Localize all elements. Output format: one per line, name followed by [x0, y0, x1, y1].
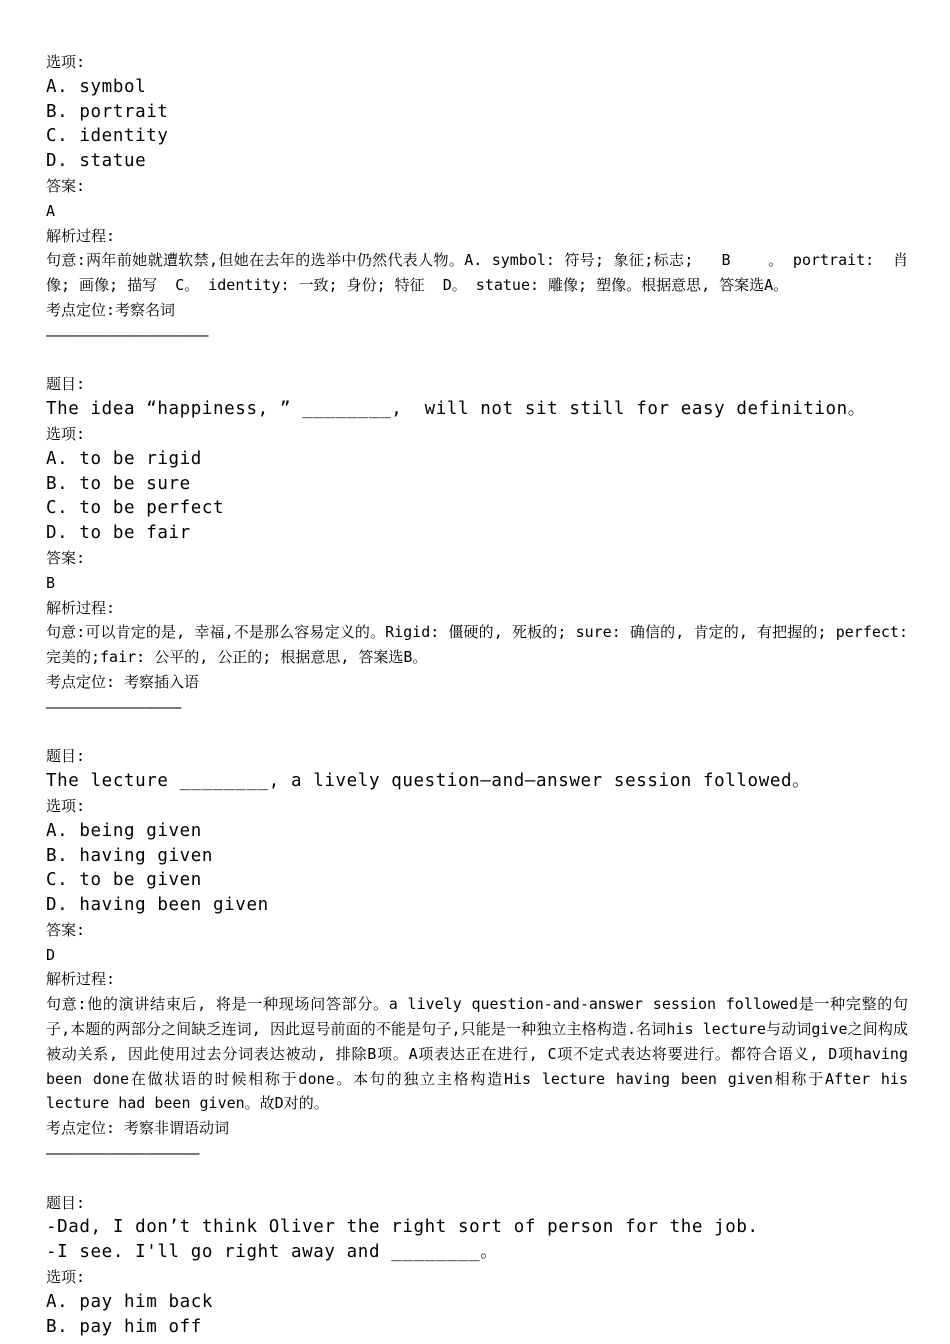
q3-option-b: B. having given — [46, 845, 214, 866]
q1-answer: A — [46, 201, 56, 220]
q2-analysis: 句意:可以肯定的是, 幸福,不是那么容易定义的。Rigid: 僵硬的, 死板的; sure: 确信的, 肯定的, 有把握的; perfect:完美的;fair: 公平的, 公正的; 根据意思, 答案选B。 — [46, 623, 908, 667]
q2-options-label: 选项: — [46, 424, 86, 443]
q3-option-c: C. to be given — [46, 870, 202, 891]
q1-separator: —————————————————— — [46, 325, 209, 344]
q4-question-line-1: -Dad, I don’t think Oliver the right sort of person for the job. — [46, 1217, 759, 1238]
q2-option-d: D. to be fair — [46, 523, 191, 544]
q1-option-d: D. statue — [46, 151, 147, 172]
q1-option-a: A. symbol — [46, 76, 147, 97]
q1-analysis: 句意:两年前她就遭软禁,但她在去年的选举中仍然代表人物。A. symbol: 符号; 象征;标志; B 。 portrait: 肖像; 画像; 描写 C。 identity: 一致; 身份; 特征 D。 statue: 雕像; 塑像。根据意思, 答案选A。 — [46, 251, 908, 295]
q3-analysis-label: 解析过程: — [46, 970, 116, 989]
q2-point: 考点定位: 考察插入语 — [46, 672, 200, 691]
q2-question: The idea “happiness, ” ________, will not sit still for easy definition。 — [46, 399, 866, 420]
q3-answer: D — [46, 945, 56, 964]
q2-question-label: 题目: — [46, 375, 86, 394]
q4-option-a: A. pay him back — [46, 1291, 214, 1312]
q1-option-c: C. identity — [46, 126, 169, 147]
q2-separator: ——————————————— — [46, 697, 182, 716]
q4-options-label: 选项: — [46, 1268, 86, 1287]
q3-analysis: 句意:他的演讲结束后, 将是一种现场问答部分。a lively question-and-answer session followed是一种完整的句子,本题的两部分之间缺乏连词, 因此逗号前面的不能是句子,只能是一种独立主格构造.名词his lecture与动词give之间构成被动关系, 因此使用过去分词表达被动, 排除B项。A项表达正在进行, C项不定式表达将要进行。都符合语义, D项having been done在做状语的时候相称于done。本句的独立主格构造His lecture having been given相称于After his lecture had been given。故D对的。 — [46, 995, 918, 1113]
document-page — [46, 50, 918, 1339]
q2-analysis-label: 解析过程: — [46, 598, 116, 617]
q2-answer: B — [46, 573, 56, 592]
q1-answer-label: 答案: — [46, 176, 86, 195]
q1-option-b: B. portrait — [46, 101, 169, 122]
q2-option-b: B. to be sure — [46, 473, 191, 494]
q3-answer-label: 答案: — [46, 920, 86, 939]
q4-question-label: 题目: — [46, 1193, 86, 1212]
q3-separator: ————————————————— — [46, 1144, 200, 1163]
q3-option-d: D. having been given — [46, 895, 269, 916]
q1-analysis-label: 解析过程: — [46, 226, 116, 245]
q3-options-label: 选项: — [46, 796, 86, 815]
q1-point: 考点定位:考察名词 — [46, 300, 176, 319]
q4-question-line-2: -I see. I'll go right away and ________。 — [46, 1242, 499, 1263]
q2-option-a: A. to be rigid — [46, 448, 202, 469]
q3-point: 考点定位: 考察非谓语动词 — [46, 1119, 230, 1138]
q2-option-c: C. to be perfect — [46, 498, 225, 519]
q3-question: The lecture ________, a lively question—and—answer session followed。 — [46, 771, 811, 792]
q3-option-a: A. being given — [46, 820, 202, 841]
q3-question-label: 题目: — [46, 747, 86, 766]
q4-option-b: B. pay him off — [46, 1316, 202, 1337]
q2-answer-label: 答案: — [46, 548, 86, 567]
q1-options-label: 选项: — [46, 53, 86, 71]
